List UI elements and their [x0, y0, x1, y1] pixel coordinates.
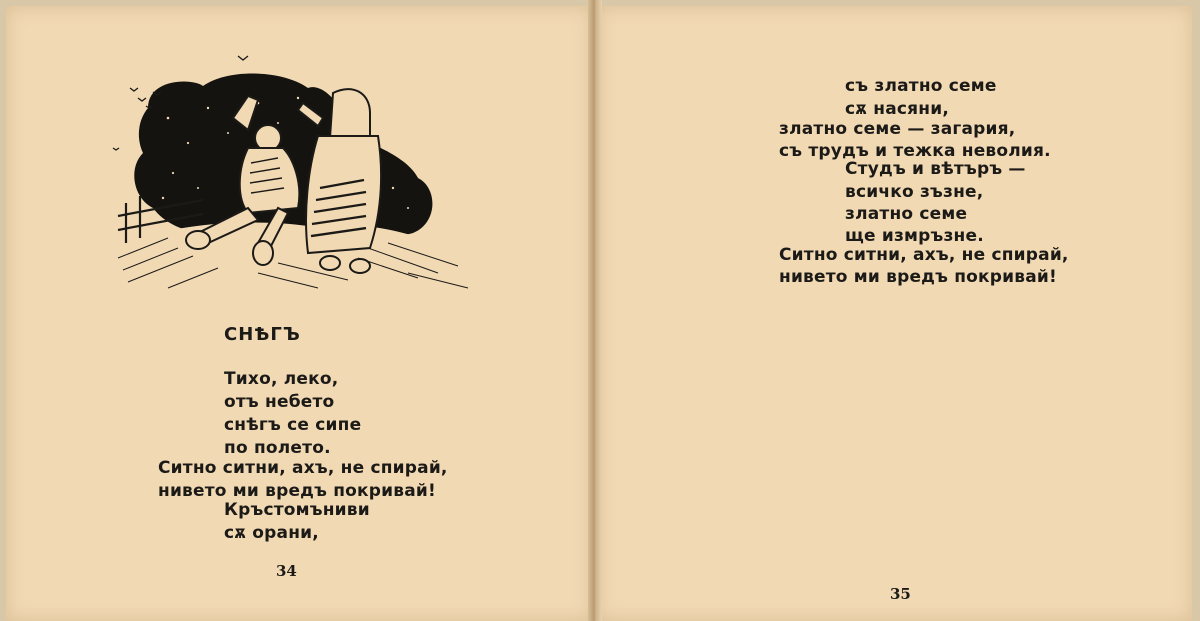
poem-line: Ситно ситни, ахъ, не спирай, [158, 458, 448, 478]
poem-line: сѫ насяни, [845, 99, 949, 119]
poem-line: съ златно семе [845, 76, 997, 96]
poem-line: съ трудъ и тежка неволия. [779, 141, 1051, 161]
poem-line: Кръстомъниви [224, 500, 370, 520]
poem-line: златно семе [845, 204, 968, 224]
poem-line: ще измръзне. [845, 226, 984, 246]
poem-line: нивето ми вредъ покривай! [779, 267, 1057, 287]
poem-line: Студъ и вѣтъръ — [845, 159, 1026, 179]
poem-line: снѣгъ се сипе [224, 415, 362, 435]
children-in-snow-illustration [108, 48, 478, 293]
page-number-left: 34 [276, 562, 297, 580]
poem-line: всичко зъзне, [845, 182, 984, 202]
page-number-right: 35 [890, 585, 911, 603]
poem-line: Тихо, леко, [224, 369, 339, 389]
poem-title: СНѢГЪ [224, 324, 301, 345]
poem-line: нивето ми вредъ покривай! [158, 481, 436, 501]
poem-line: златно семе — загария, [779, 119, 1016, 139]
poem-line: Ситно ситни, ахъ, не спирай, [779, 245, 1069, 265]
poem-line: по полето. [224, 438, 331, 458]
poem-line: отъ небето [224, 392, 335, 412]
poem-line: сѫ орани, [224, 523, 319, 543]
book-gutter [588, 0, 602, 621]
